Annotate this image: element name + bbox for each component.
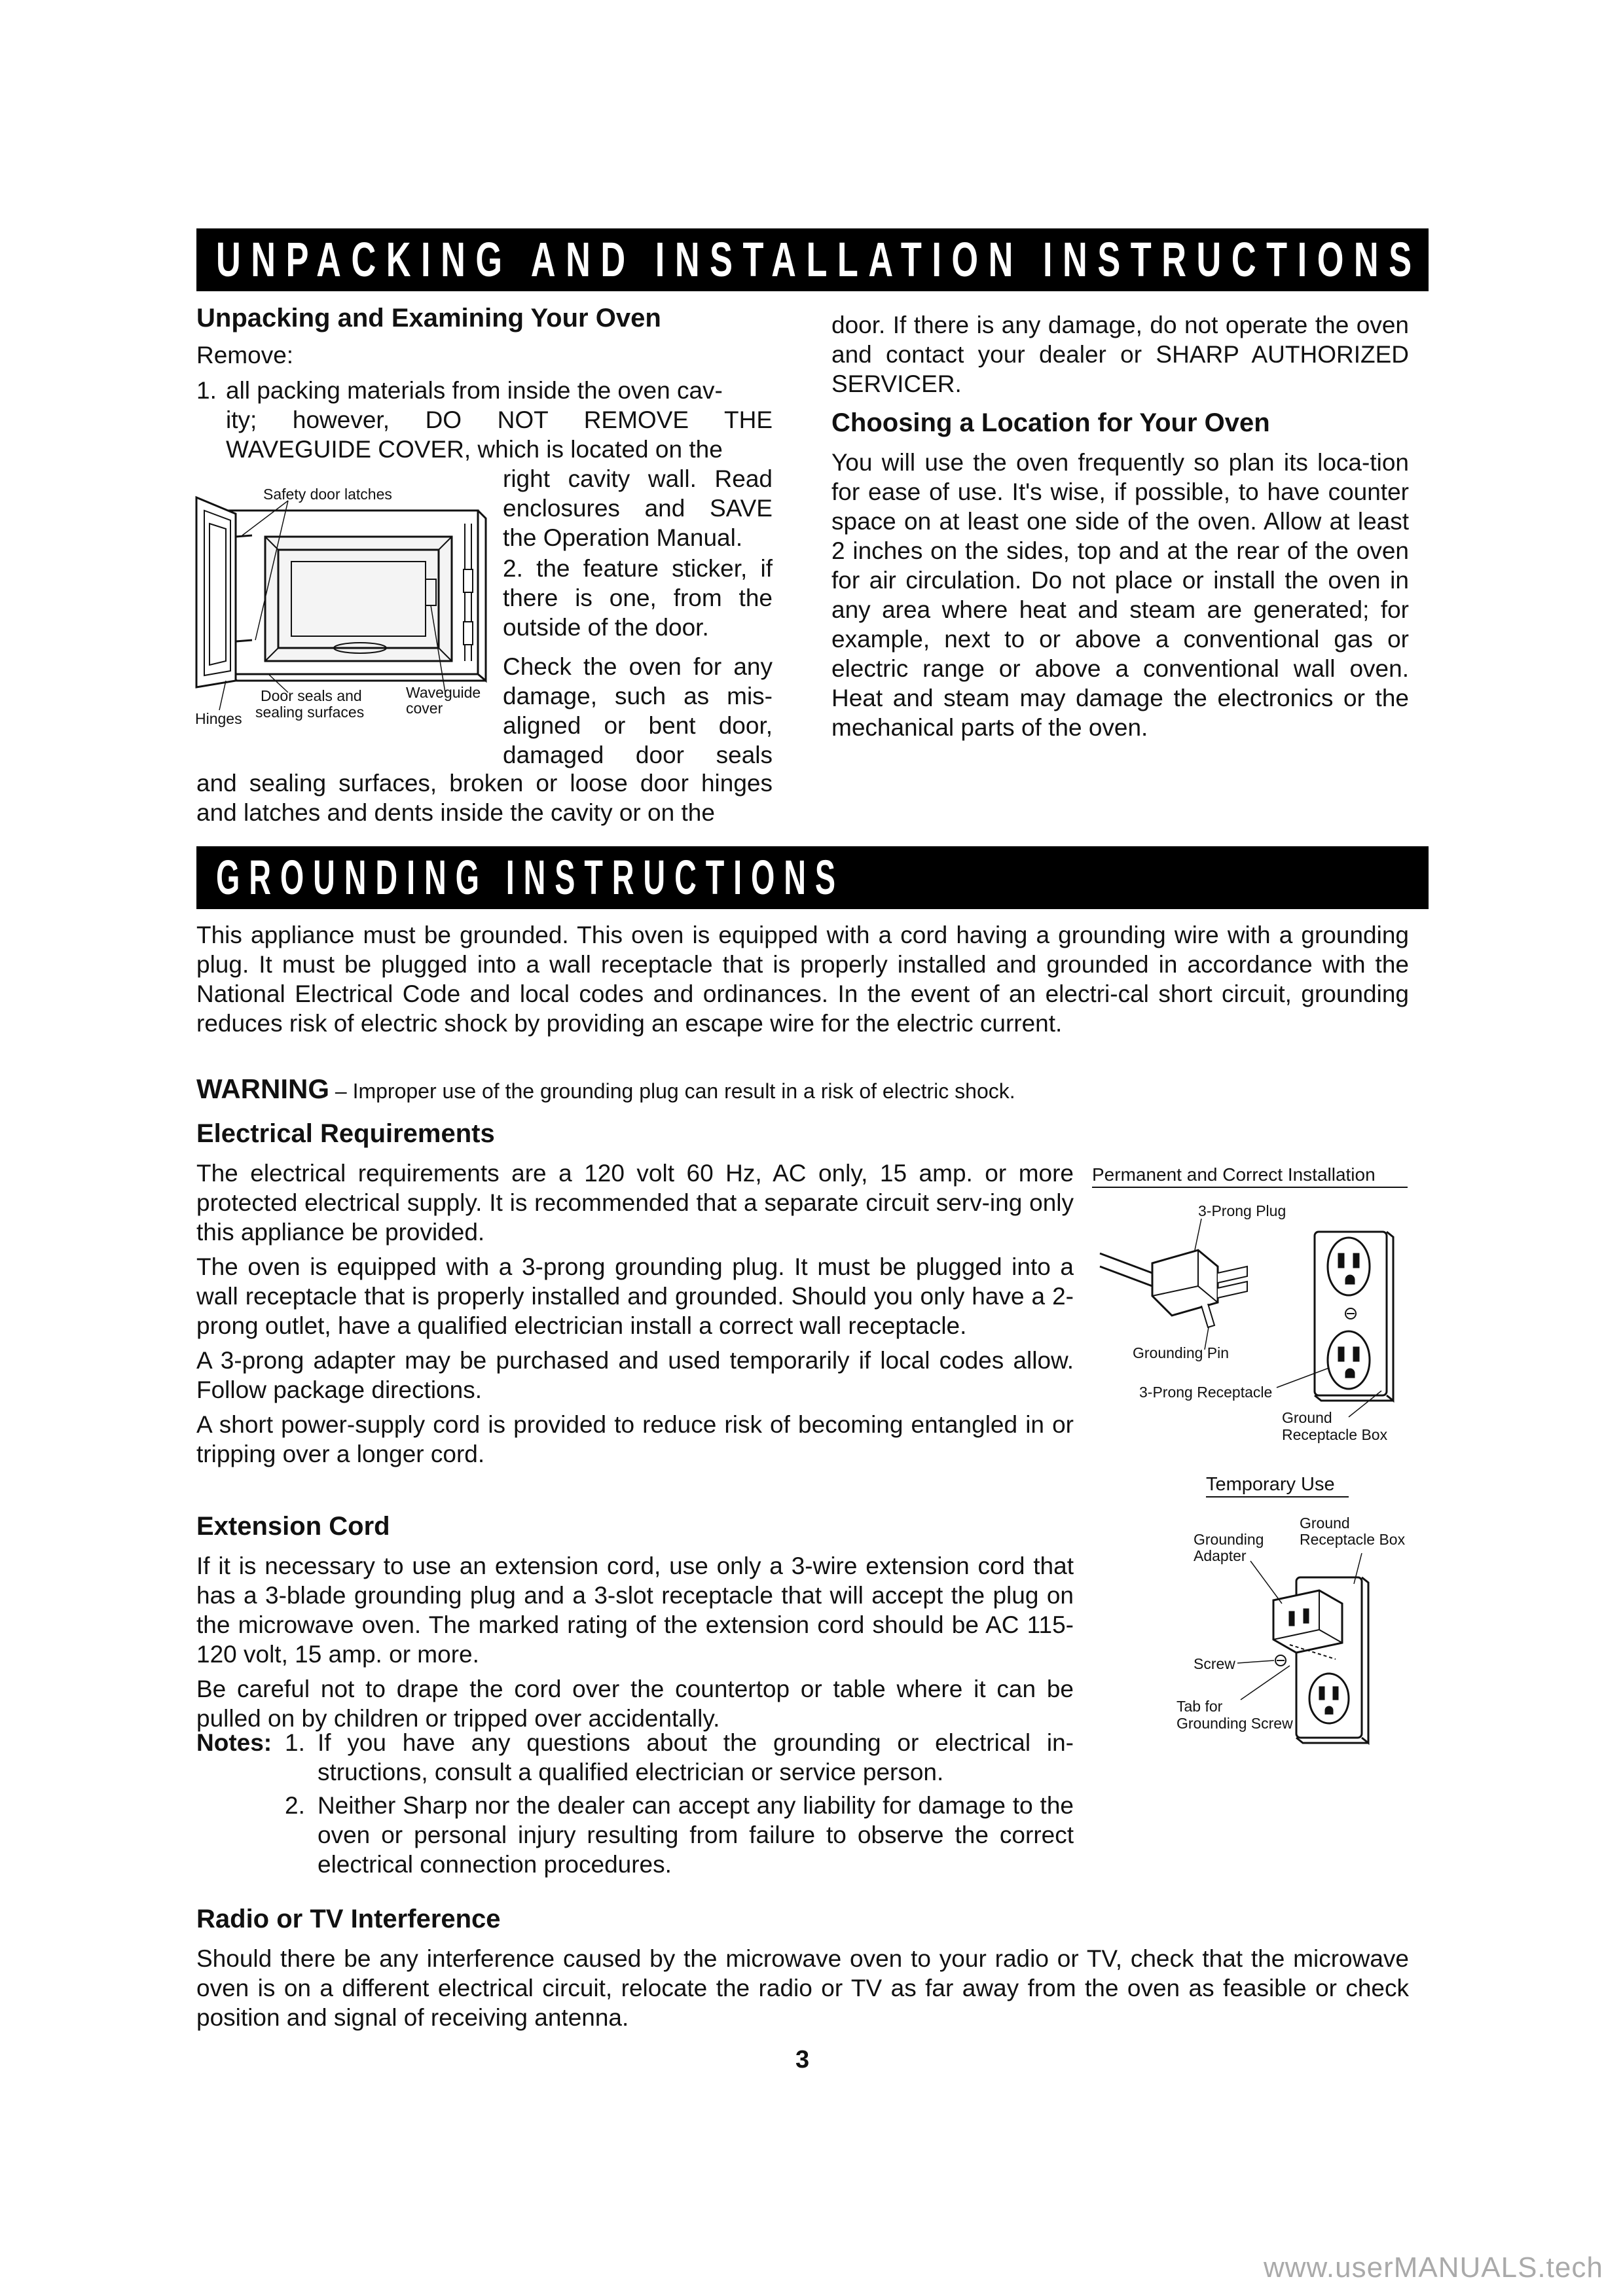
extension-heading: Extension Cord bbox=[196, 1512, 390, 1541]
label-ground-box-2: Receptacle Box bbox=[1282, 1426, 1388, 1443]
label-hinges: Hinges bbox=[195, 710, 242, 727]
label-grounding-pin: Grounding Pin bbox=[1133, 1344, 1230, 1361]
note-2-number: 2. bbox=[285, 1792, 305, 1819]
watermark: www.userMANUALS.tech bbox=[1264, 2251, 1603, 2284]
location-heading: Choosing a Location for Your Oven bbox=[831, 408, 1270, 437]
temporary-title: Temporary Use bbox=[1206, 1474, 1335, 1495]
grounding-banner: GROUNDING INSTRUCTIONS bbox=[196, 846, 1429, 909]
item-1 bbox=[196, 376, 773, 464]
remove-label: Remove: bbox=[196, 342, 294, 368]
label-3-prong-plug: 3-Prong Plug bbox=[1198, 1202, 1286, 1219]
item-1-number: 1. bbox=[196, 377, 217, 404]
label-waveguide-1: Waveguide bbox=[406, 684, 481, 701]
label-ground-box-1: Ground bbox=[1282, 1409, 1332, 1426]
label-temp-box-2: Receptacle Box bbox=[1300, 1531, 1406, 1548]
notes bbox=[196, 1728, 1074, 1882]
label-adapter-2: Adapter bbox=[1194, 1547, 1247, 1564]
microwave-figure bbox=[190, 484, 498, 740]
item-1-line-3: WAVEGUIDE COVER, which is located on the bbox=[226, 436, 723, 463]
check-text-full: and sealing surfaces, broken or loose door hinges and latches and dents inside the cavity or on the bbox=[196, 770, 773, 826]
electrical-p1: The electrical requirements are a 120 volt 60 Hz, AC only, 15 amp. or more protected electrical supply. It is recommended that a separate circuit serv-ing only this appliance be provided. bbox=[196, 1160, 1074, 1246]
label-door-seals-2: sealing surfaces bbox=[255, 704, 365, 721]
examine-heading: Unpacking and Examining Your Oven bbox=[196, 304, 661, 332]
permanent-title: Permanent and Correct Installation bbox=[1092, 1164, 1376, 1185]
item-1-continued: right cavity wall. Read enclosures and SAVE the Operation Manual. bbox=[503, 465, 773, 551]
temporary-use-figure bbox=[1159, 1469, 1421, 1751]
note-2: Neither Sharp nor the dealer can accept any liability for damage to the oven or personal injury resulting from failure to observe the correct electrical connection procedures. bbox=[318, 1792, 1074, 1878]
item-1-line-1: all packing materials from inside the oven cav- bbox=[226, 377, 723, 404]
radio-text: Should there be any interference caused by the microwave oven to your radio or TV, check that the microwave oven is on a different electrical circuit, relocate the radio or TV as far away from the oven as feasible or check position and signal of receiving antenna. bbox=[196, 1945, 1409, 2031]
warning-line bbox=[196, 1073, 1015, 1105]
label-temp-box-1: Ground bbox=[1300, 1515, 1350, 1532]
electrical-body bbox=[196, 1158, 1074, 1469]
extension-p2: Be careful not to drape the cord over the countertop or table where it can be pulled on by children or tripped over accidentally. bbox=[196, 1676, 1074, 1732]
label-tab-2: Grounding Screw bbox=[1176, 1715, 1293, 1732]
electrical-p3: A 3-prong adapter may be purchased and used temporarily if local codes allow. Follow package directions. bbox=[196, 1347, 1074, 1403]
extension-p1: If it is necessary to use an extension cord, use only a 3-wire extension cord that has a 3-blade grounding plug and a 3-slot receptacle that will accept the plug on the microwave oven. The marked rating of the extension cord should be AC 115-120 volt, 15 amp. or more. bbox=[196, 1552, 1074, 1668]
item-1-line-2: ity; however, DO NOT REMOVE THE bbox=[226, 406, 773, 433]
page-number: 3 bbox=[795, 2046, 810, 2073]
label-3-prong-receptacle: 3-Prong Receptacle bbox=[1139, 1384, 1273, 1401]
location-text: You will use the oven frequently so plan its loca-tion for ease of use. It's wise, if possible, to have counter space on at least one side of the oven. Allow at least 2 inches on the sides, top and at the rear of the oven for air circulation. Do not place or install the oven in any area where heat and steam are generated; for example, next to or above a conventional gas or electric range or above a conventional wall oven. Heat and steam may damage the electronics or the mechanical parts of the oven. bbox=[831, 449, 1409, 741]
grounding-intro: This appliance must be grounded. This oven is equipped with a cord having a grounding wire with a grounding plug. It must be plugged into a wall receptacle that is properly installed and grounded in accordance with the National Electrical Code and local codes and ordinances. In the event of an electri-cal short circuit, grounding reduces risk of electric shock by providing an escape wire for the electric current. bbox=[196, 922, 1409, 1037]
electrical-heading: Electrical Requirements bbox=[196, 1119, 495, 1148]
label-adapter-1: Grounding bbox=[1194, 1531, 1264, 1548]
electrical-p4: A short power-supply cord is provided to reduce risk of becoming entangled in or tripping over a longer cord. bbox=[196, 1411, 1074, 1467]
note-1: If you have any questions about the grounding or electrical in-structions, consult a qualified electrician or service person. bbox=[318, 1729, 1074, 1785]
label-door-seals-1: Door seals and bbox=[261, 687, 362, 704]
label-tab-1: Tab for bbox=[1176, 1698, 1223, 1715]
permanent-installation-figure bbox=[1087, 1158, 1414, 1453]
warning-label: WARNING bbox=[196, 1073, 329, 1104]
label-waveguide-2: cover bbox=[406, 700, 443, 717]
note-1-number: 1. bbox=[285, 1729, 305, 1756]
unpacking-banner: UNPACKING AND INSTALLATION INSTRUCTIONS bbox=[196, 228, 1429, 291]
col2-continued: door. If there is any damage, do not operate the oven and contact your dealer or SHARP AUTHORIZED SERVICER. bbox=[831, 312, 1409, 397]
item-2: 2. the feature sticker, if there is one, from the outside of the door. bbox=[503, 555, 773, 641]
check-text-wrap: Check the oven for any damage, such as mis-aligned or bent door, damaged door seals bbox=[503, 653, 773, 768]
label-safety-latches: Safety door latches bbox=[263, 486, 392, 503]
radio-heading: Radio or TV Interference bbox=[196, 1905, 501, 1933]
electrical-p2: The oven is equipped with a 3-prong grounding plug. It must be plugged into a wall receptacle that is properly installed and grounded. Should you only have a 2-prong outlet, have a qualified electrician install a correct wall receptacle. bbox=[196, 1253, 1074, 1339]
warning-text: – Improper use of the grounding plug can result in a risk of electric shock. bbox=[329, 1079, 1015, 1103]
extension-body bbox=[196, 1551, 1074, 1733]
notes-label: Notes: bbox=[196, 1729, 272, 1756]
label-screw: Screw bbox=[1194, 1655, 1235, 1672]
